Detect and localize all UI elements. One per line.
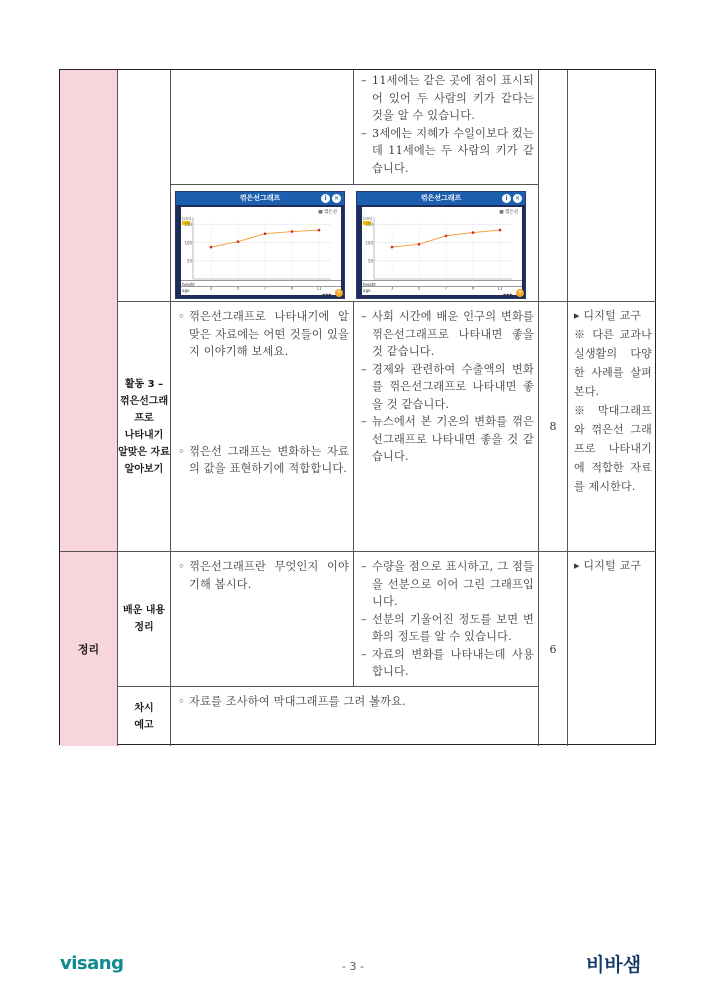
- answer-item: – 3세에는 지혜가 수일이보다 컸는데 11세에는 두 사람의 키가 같습니다.: [361, 126, 534, 175]
- x-tick-label: 3: [390, 285, 394, 291]
- teacher-prompt: ◦ 꺾은선그래프로 나타내기에 알맞은 자료에는 어떤 것들이 있을지 이야기해 보세요.: [178, 310, 349, 358]
- note-item: ※ 막대그래프와 꺾은선 그래프로 나타내기에 적합한 자료를 제시한다.: [574, 404, 652, 493]
- y-tick-label: 150: [365, 222, 373, 228]
- playback-controls[interactable]: ◀ ▶▶: [502, 292, 513, 297]
- x-tick-label: 7: [263, 285, 267, 291]
- visang-logo: visang: [60, 953, 124, 974]
- preview-label-cell: 차시 예고: [118, 687, 171, 746]
- data-point: [418, 243, 421, 246]
- answer-item: – 수량을 점으로 표시하고, 그 점들을 선분으로 이어 그린 그래프입니다.: [361, 560, 534, 608]
- x-tick-label: 5: [236, 285, 240, 291]
- widget-title: 꺾은선그래프: [357, 192, 525, 205]
- teacher-cell-top: [171, 70, 354, 185]
- data-point: [445, 235, 448, 238]
- answer-item: – 사회 시간에 배운 인구의 변화를 꺾은선그래프로 나타내면 좋을 것 같습니다.: [361, 310, 534, 358]
- info-icon[interactable]: i: [321, 194, 330, 203]
- line-graph-screenshot-1: [175, 191, 345, 299]
- answer-cell-summary: [354, 552, 539, 687]
- y-tick-label: 100: [365, 240, 373, 246]
- y-tick-label: 50: [186, 258, 192, 264]
- data-point: [237, 240, 240, 243]
- answer-item: – 11세에는 같은 곳에 점이 표시되어 있어 두 사람의 키가 같다는 것을 알 수 있습니다.: [361, 74, 534, 122]
- answer-cell-activity3: [354, 302, 539, 552]
- data-point: [499, 229, 502, 232]
- add-icon[interactable]: +: [517, 289, 523, 296]
- add-icon[interactable]: +: [336, 289, 342, 296]
- y-unit-label: (cm): [363, 216, 373, 221]
- note-item: ※ 다른 교과나 실생활의 다양한 사례를 살펴본다.: [574, 328, 652, 398]
- teacher-cell-summary: [171, 552, 354, 687]
- info-icon[interactable]: i: [502, 194, 511, 203]
- data-point: [291, 230, 294, 233]
- time-cell-top: [539, 70, 568, 302]
- x-row-height: height: [181, 280, 341, 286]
- bibasaem-logo: 비바샘: [586, 954, 642, 976]
- note-item: ▸ 디지털 교구: [574, 559, 642, 572]
- teacher-cell-preview: [171, 687, 539, 746]
- line-graph-screenshot-2: [356, 191, 526, 299]
- answer-cell-top: [354, 70, 539, 185]
- playback-controls[interactable]: ◀ ▶▶: [321, 292, 332, 297]
- time-cell-activity3: 8: [539, 302, 568, 552]
- x-tick-label: 11: [316, 285, 322, 291]
- activity-label-cell: 활동 3 – 꺾은선그래 프로 나타내기 알맞은 자료 알아보기: [118, 302, 171, 552]
- x-tick-label: 9: [290, 285, 294, 291]
- data-point: [391, 246, 394, 249]
- answer-item: – 선분의 기울어진 정도를 보면 변화의 정도를 알 수 있습니다.: [361, 612, 534, 643]
- data-point: [318, 229, 321, 232]
- notes-cell-summary: [568, 552, 656, 746]
- teacher-prompt: ◦ 꺾은선 그래프는 변화하는 자료의 값을 표현하기에 적합합니다.: [178, 444, 349, 475]
- teacher-prompt: ◦ 자료를 조사하여 막대그래프를 그려 볼까요.: [178, 695, 406, 708]
- x-tick-label: 3: [209, 285, 213, 291]
- legend-tag: ▩ 꺾은선: [318, 210, 337, 215]
- data-point: [472, 231, 475, 234]
- x-row-age: age: [362, 286, 522, 292]
- widget-title: 꺾은선그래프: [176, 192, 344, 205]
- x-tick-label: 7: [444, 285, 448, 291]
- data-point: [210, 246, 213, 249]
- x-tick-label: 5: [417, 285, 421, 291]
- legend-tag: ▩ 꺾은선: [499, 210, 518, 215]
- activity-label-cell-top: [118, 70, 171, 302]
- page-number: - 3 -: [342, 960, 364, 973]
- x-tick-label: 11: [497, 285, 503, 291]
- y-tick-label: 50: [367, 258, 373, 264]
- phase-cell-summary: 정리: [60, 552, 118, 746]
- teacher-cell-activity3: [171, 302, 354, 552]
- time-cell-summary: 6: [539, 552, 568, 746]
- y-unit-label: (cm): [182, 216, 192, 221]
- close-icon[interactable]: ✕: [333, 195, 340, 202]
- teacher-prompt: ◦ 꺾은선그래프란 무엇인지 이야기해 봅시다.: [178, 560, 349, 591]
- summary-label-cell: 배운 내용 정리: [118, 552, 171, 687]
- x-tick-label: 9: [471, 285, 475, 291]
- y-tick-label: 150: [184, 222, 192, 228]
- lesson-plan-table: [59, 69, 656, 745]
- notes-cell-activity3: [568, 302, 656, 552]
- notes-cell-top: [568, 70, 656, 302]
- x-row-age: age: [181, 286, 341, 292]
- x-row-height: height: [362, 280, 522, 286]
- close-icon[interactable]: ✕: [514, 195, 521, 202]
- answer-item: – 뉴스에서 본 기온의 변화를 꺾은선그래프로 나타내면 좋을 것 같습니다.: [361, 415, 534, 463]
- phase-cell-top: [60, 70, 118, 552]
- answer-item: – 자료의 변화를 나타내는데 사용합니다.: [361, 647, 534, 678]
- data-point: [264, 232, 267, 235]
- y-tick-label: 100: [184, 240, 192, 246]
- answer-item: – 경제와 관련하여 수출액의 변화를 꺾은선그래프로 나타내면 좋을 것 같습니다.: [361, 362, 534, 411]
- note-item: ▸ 디지털 교구: [574, 309, 642, 322]
